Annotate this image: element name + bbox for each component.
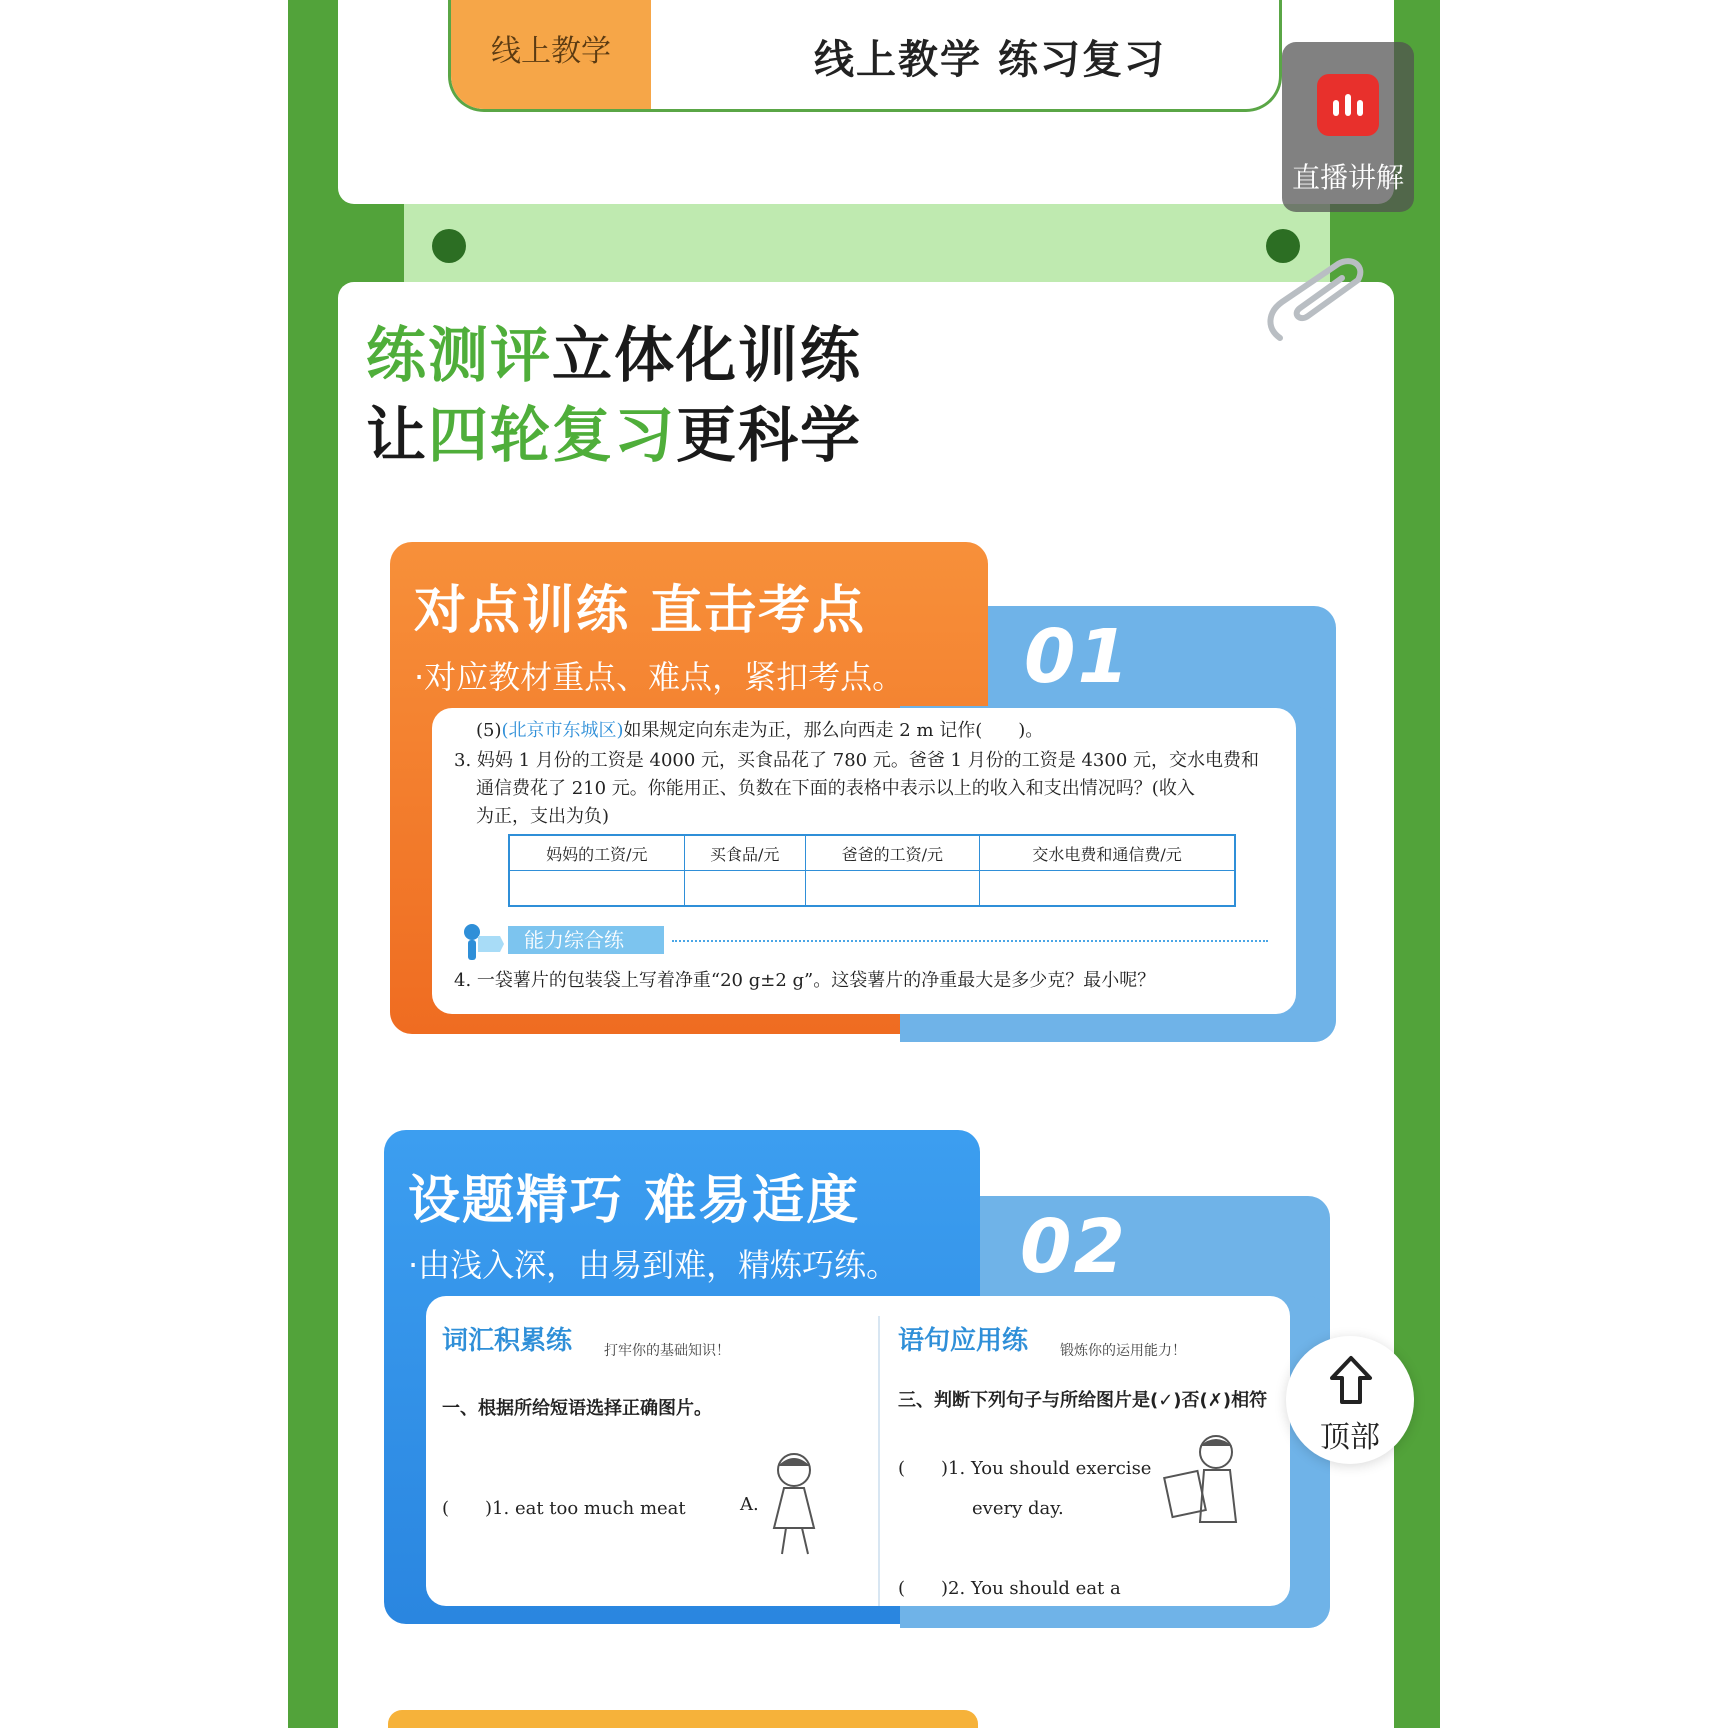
table-header-cell: 妈妈的工资/元 (509, 835, 684, 871)
q5-prefix: (5) (476, 720, 502, 741)
table-cell[interactable] (684, 871, 805, 907)
section2-subtitle: ·由浅入深，由易到难，精炼巧练。 (408, 1246, 899, 1284)
table-cell[interactable] (980, 871, 1235, 907)
headline-line2-prefix: 让 (366, 401, 428, 471)
headline-line2-highlight: 四轮复习 (428, 401, 676, 471)
right-item-2: ( )2. You should eat a (898, 1578, 1121, 1599)
ability-label: 能力综合练 (508, 926, 664, 954)
section2-title: 设题精巧 难易适度 (408, 1171, 861, 1231)
right-lesson-note: 锻炼你的运用能力！ (1060, 1343, 1186, 1359)
table-header-row (509, 835, 1235, 871)
boy-reading-illustration-icon (1160, 1430, 1250, 1530)
left-lesson-heading: 词汇积累练 (442, 1326, 573, 1356)
q3-line1: 3. 妈妈 1 月份的工资是 4000 元，买食品花了 780 元。爸爸 1 月份的工资是 4300 元，交水电费和 (454, 750, 1259, 771)
paperclip-icon (1260, 250, 1370, 350)
headline-line1-highlight: 练测评 (366, 321, 552, 391)
binder-strip (404, 204, 1330, 294)
table-row (509, 871, 1235, 907)
left-option-a: A. (740, 1494, 759, 1515)
binder-hole-left (432, 229, 466, 263)
right-lesson-heading: 语句应用练 (898, 1326, 1029, 1356)
table-cell[interactable] (805, 871, 979, 907)
q5-line (476, 716, 1043, 742)
table-header-cell: 爸爸的工资/元 (805, 835, 979, 871)
live-explain-button[interactable] (1282, 42, 1414, 212)
left-item-1: ( )1. eat too much meat (442, 1498, 686, 1519)
mascot-icon (460, 922, 504, 962)
section1-number: 01 (1024, 614, 1131, 700)
back-to-top-label: 顶部 (1320, 1420, 1380, 1455)
header-title: 线上教学 练习复习 (814, 36, 1166, 83)
section1-title: 对点训练 直击考点 (414, 581, 867, 641)
headline-line2 (366, 401, 862, 471)
live-bars-icon (1317, 74, 1379, 136)
left-lesson-note: 打牢你的基础知识！ (604, 1343, 730, 1359)
girl-illustration-icon (756, 1450, 832, 1560)
house-arrow-up-icon (1328, 1354, 1374, 1406)
right-item-1a: ( )1. You should exercise (898, 1458, 1152, 1479)
section2-number: 02 (1020, 1204, 1127, 1290)
header-tab[interactable]: 线上教学 (451, 0, 651, 112)
q5-region: (北京市东城区) (501, 720, 624, 741)
q5-text: 如果规定向东走为正，那么向西走 2 m 记作( )。 (623, 720, 1044, 741)
q4-line: 4. 一袋薯片的包装袋上写着净重“20 g±2 g”。这袋薯片的净重最大是多少克？最小呢？ (454, 970, 1156, 991)
live-explain-label: 直播讲解 (1291, 161, 1404, 194)
q3-line3: 为正，支出为负) (476, 806, 610, 827)
table-cell[interactable] (509, 871, 684, 907)
q3-line2: 通信费花了 210 元。你能用正、负数在下面的表格中表示以上的收入和支出情况吗？(收入 (476, 778, 1195, 799)
right-question: 三、判断下列句子与所给图片是(✓)否(✗)相符 (898, 1390, 1268, 1411)
back-to-top-button[interactable] (1286, 1336, 1414, 1464)
next-section-header (388, 1710, 978, 1728)
right-item-1b: every day. (972, 1498, 1064, 1519)
column-divider (878, 1316, 880, 1606)
income-table (508, 834, 1236, 907)
dotted-divider (672, 940, 1268, 942)
headline-line1 (366, 321, 862, 391)
header-banner (448, 0, 1282, 112)
headline-line1-rest: 立体化训练 (552, 321, 862, 391)
table-header-cell: 买食品/元 (684, 835, 805, 871)
left-question: 一、根据所给短语选择正确图片。 (442, 1398, 712, 1419)
section1-subtitle: ·对应教材重点、难点，紧扣考点。 (414, 658, 905, 696)
headline-line2-rest: 更科学 (676, 401, 862, 471)
table-header-cell: 交水电费和通信费/元 (980, 835, 1235, 871)
